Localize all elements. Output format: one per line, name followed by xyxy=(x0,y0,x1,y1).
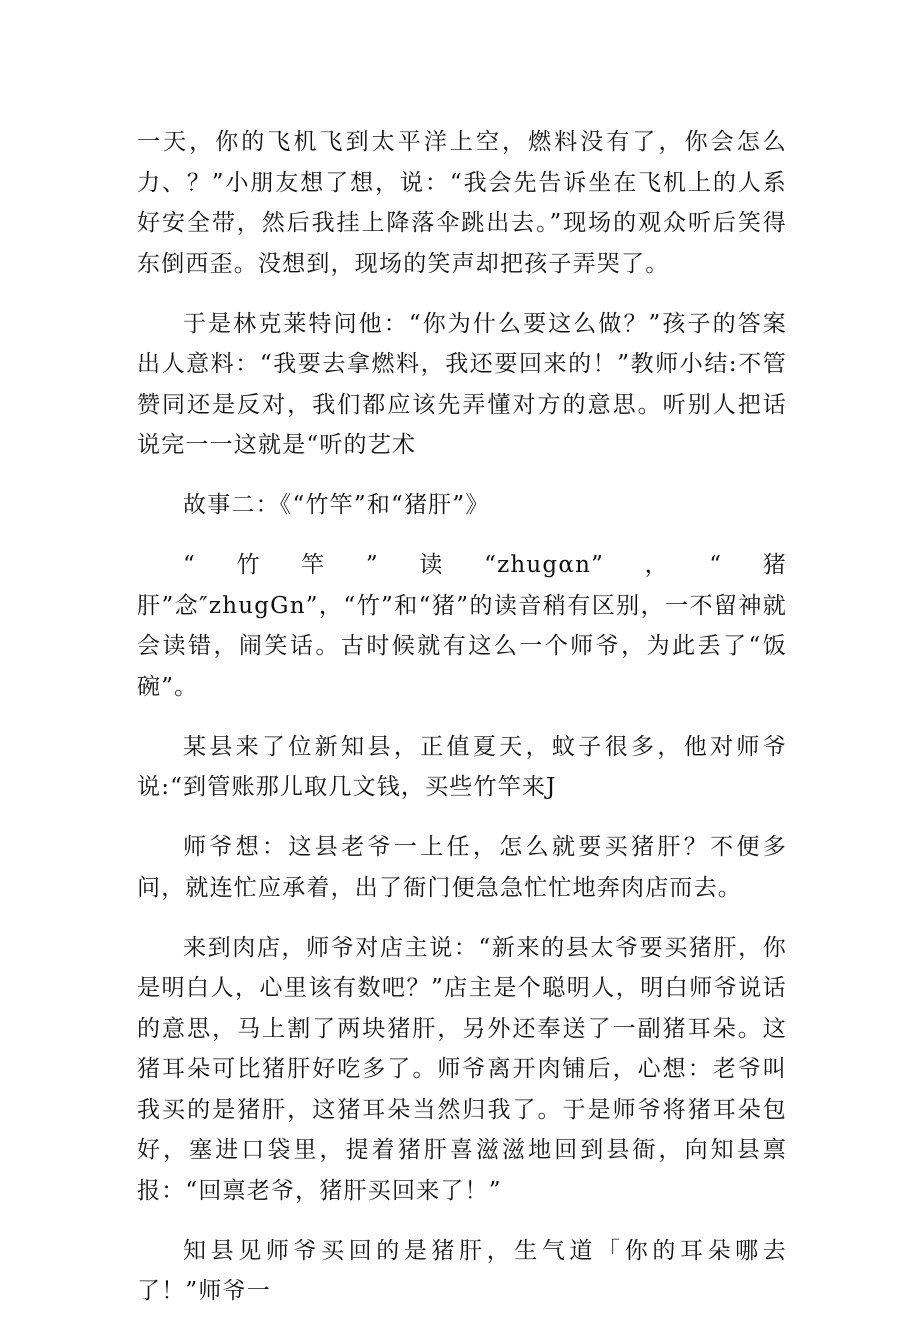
document-body xyxy=(137,122,787,1331)
paragraph-1: 一天，你的飞机飞到太平洋上空，燃料没有了，你会怎么力、？”小朋友想了想，说：“我会先告诉坐在飞机上的人系好安全带，然后我挂上降落伞跳出去。”现场的观众听后笑得东倒西歪。没想到，现场的笑声却把孩子弄哭了。 xyxy=(137,129,787,277)
paragraph-7: 来到肉店，师爷对店主说：“新来的县太爷要买猪肝，你是明白人，心里该有数吧？”店主是个聪明人，明白师爷说话的意思，马上割了两块猪肝，另外还奉送了一副猪耳朵。这猪耳朵可比猪肝好吃多了。师爷离开肉铺后，心想：老爷叫我买的是猪肝，这猪耳朵当然归我了。于是师爷将猪耳朵包好，塞进口袋里，提着猪肝喜滋滋地回到县衙，向知县禀报：“回禀老爷，猪肝买回来了！” xyxy=(137,934,787,1204)
paragraph-8: 知县见师爷买回的是猪肝，生气道「你的耳朵哪去了！”师爷一 xyxy=(137,1237,787,1304)
paragraph-5: 某县来了位新知县，正值夏天，蚊子很多，他对师爷说:“到管账那儿取几文钱，买些竹竿来J xyxy=(137,733,787,800)
paragraph-4: “竹竿”读“zhugαn”，“猪肝”念″zhugGn”，“竹”和“猪”的读音稍有区别，一不留神就会读错，闹笑话。古时候就有这么一个师爷，为此丢了“饭碗”。 xyxy=(137,552,787,700)
story-heading: 故事二：《“竹竿”和“猪肝”》 xyxy=(183,492,490,518)
paragraph-6: 师爷想：这县老爷一上任，怎么就要买猪肝？不便多问，就连忙应承着，出了衙门便急急忙忙地奔肉店而去。 xyxy=(137,834,787,901)
paragraph-2: 于是林克莱特问他：“你为什么要这么做？”孩子的答案出人意料：“我要去拿燃料，我还要回来的！”教师小结:不管赞同还是反对，我们都应该先弄懂对方的意思。听别人把话说完一一这就是“听的艺术 xyxy=(137,310,787,458)
